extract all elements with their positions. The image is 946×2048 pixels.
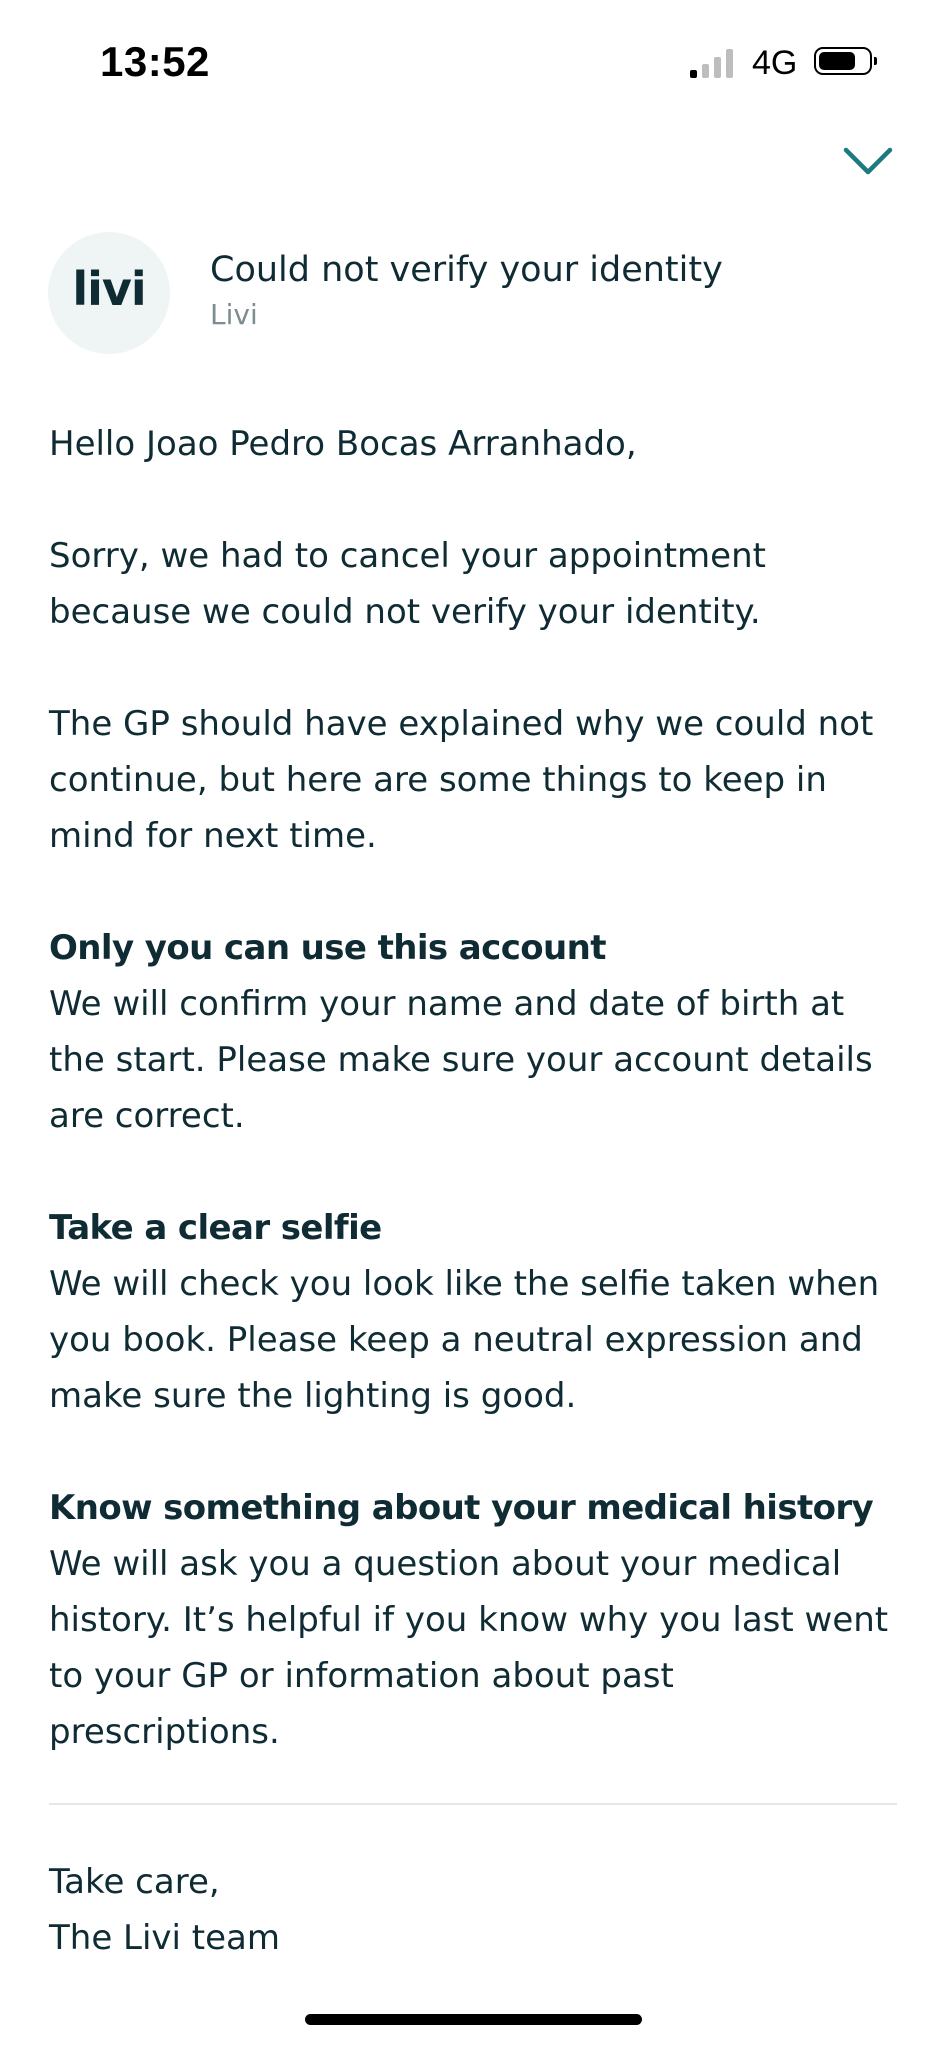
- signoff-signature: The Livi team: [49, 1918, 281, 1958]
- tip-body: We will confirm your name and date of birth at the start. Please make sure your account details are correct.: [49, 984, 873, 1136]
- divider: [49, 1803, 897, 1805]
- status-time: 13:52: [100, 38, 210, 85]
- greeting: Hello Joao Pedro Bocas Arranhado,: [49, 424, 637, 464]
- network-type: 4G: [752, 44, 798, 82]
- message-sender: Livi: [210, 298, 258, 331]
- message-header: [48, 232, 898, 358]
- chevron-down-icon: [840, 142, 896, 182]
- battery-icon: [814, 47, 872, 75]
- signoff: [49, 1854, 899, 1966]
- status-bar: [0, 0, 946, 120]
- home-indicator[interactable]: [305, 2014, 642, 2025]
- tip-section: [49, 1200, 899, 1424]
- tip-body: We will check you look like the selfie taken when you book. Please keep a neutral expression and make sure the lighting is good.: [49, 1264, 880, 1416]
- tip-heading: Take a clear selfie: [49, 1208, 382, 1248]
- message-subject: Could not verify your identity: [210, 250, 723, 290]
- signal-strength-icon: [690, 48, 734, 78]
- sender-avatar: [48, 232, 170, 354]
- message-paragraph: The GP should have explained why we could not continue, but here are some things to keep in mind for next time.: [49, 704, 874, 856]
- signoff-line: Take care,: [49, 1862, 220, 1902]
- tip-section: [49, 920, 899, 1144]
- message-body: [49, 416, 899, 1816]
- tip-section: [49, 1480, 899, 1760]
- collapse-button[interactable]: [840, 142, 896, 182]
- tip-heading: Only you can use this account: [49, 928, 606, 968]
- livi-logo: livi: [72, 262, 146, 316]
- tip-body: We will ask you a question about your medical history. It’s helpful if you know why you last went to your GP or information about past prescriptions.: [49, 1544, 889, 1752]
- tip-heading: Know something about your medical history: [49, 1488, 874, 1528]
- message-paragraph: Sorry, we had to cancel your appointment because we could not verify your identity.: [49, 536, 766, 632]
